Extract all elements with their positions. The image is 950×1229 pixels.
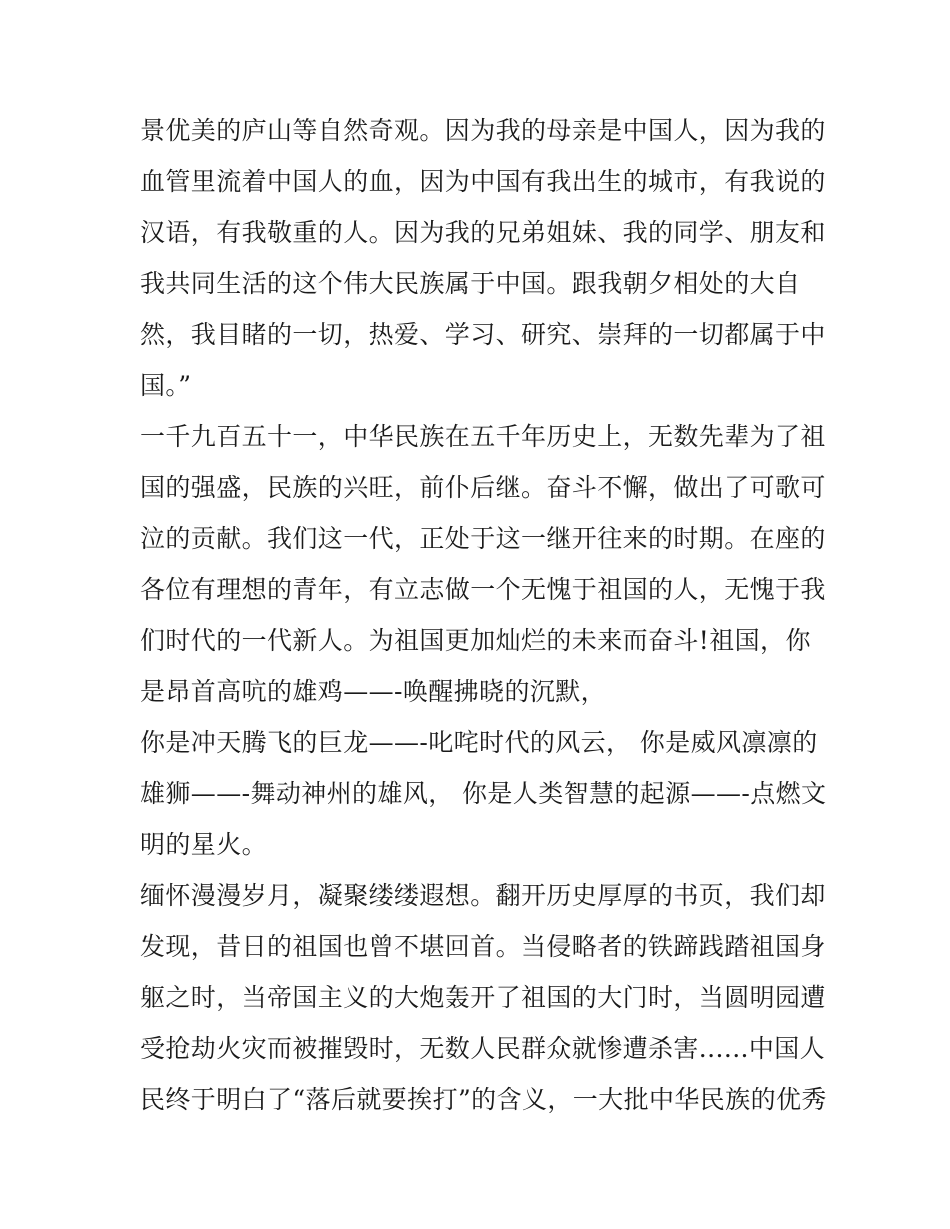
text-line: 缅怀漫漫岁月，凝聚缕缕遐想。翻开历史厚厚的书页，我们却 [140, 881, 826, 910]
text-line: 各位有理想的青年，有立志做一个无愧于祖国的人，无愧于我 [140, 575, 826, 604]
text-line: 一千九百五十一，中华民族在五千年历史上，无数先辈为了祖 [140, 422, 826, 451]
text-line: 民终于明白了“落后就要挨打”的含义，一大批中华民族的优秀 [140, 1085, 827, 1114]
text-line: 发现，昔日的祖国也曾不堪回首。当侵略者的铁蹄践踏祖国身 [140, 932, 826, 961]
text-line: 雄狮——-舞动神州的雄风， 你是人类智慧的起源——-点燃文 [140, 779, 827, 808]
text-line: 是昂首高吭的雄鸡——-唤醒拂晓的沉默， [140, 677, 607, 706]
text-line: 国。” [140, 371, 192, 400]
text-line: 然，我目睹的一切，热爱、学习、研究、崇拜的一切都属于中 [140, 320, 826, 349]
text-line: 我共同生活的这个伟大民族属于中国。跟我朝夕相处的大自 [140, 269, 801, 298]
text-line: 泣的贡献。我们这一代，正处于这一继开往来的时期。在座的 [140, 524, 826, 553]
text-line: 受抢劫火灾而被摧毁时，无数人民群众就惨遭杀害......中国人 [140, 1034, 826, 1063]
text-line: 躯之时，当帝国主义的大炮轰开了祖国的大门时，当圆明园遭 [140, 983, 826, 1012]
text-line: 血管里流着中国人的血，因为中国有我出生的城市，有我说的 [140, 167, 826, 196]
text-line: 景优美的庐山等自然奇观。因为我的母亲是中国人，因为我的 [140, 116, 826, 145]
text-line: 们时代的一代新人。为祖国更加灿烂的未来而奋斗!祖国，你 [140, 626, 811, 655]
text-line: 国的强盛，民族的兴旺，前仆后继。奋斗不懈，做出了可歌可 [140, 473, 826, 502]
body-text [140, 105, 830, 1125]
text-line: 汉语，有我敬重的人。因为我的兄弟姐妹、我的同学、朋友和 [140, 218, 826, 247]
text-line: 明的星火。 [140, 830, 268, 859]
text-line: 你是冲天腾飞的巨龙——-叱咤时代的风云， 你是威风凛凛的 [140, 728, 818, 757]
